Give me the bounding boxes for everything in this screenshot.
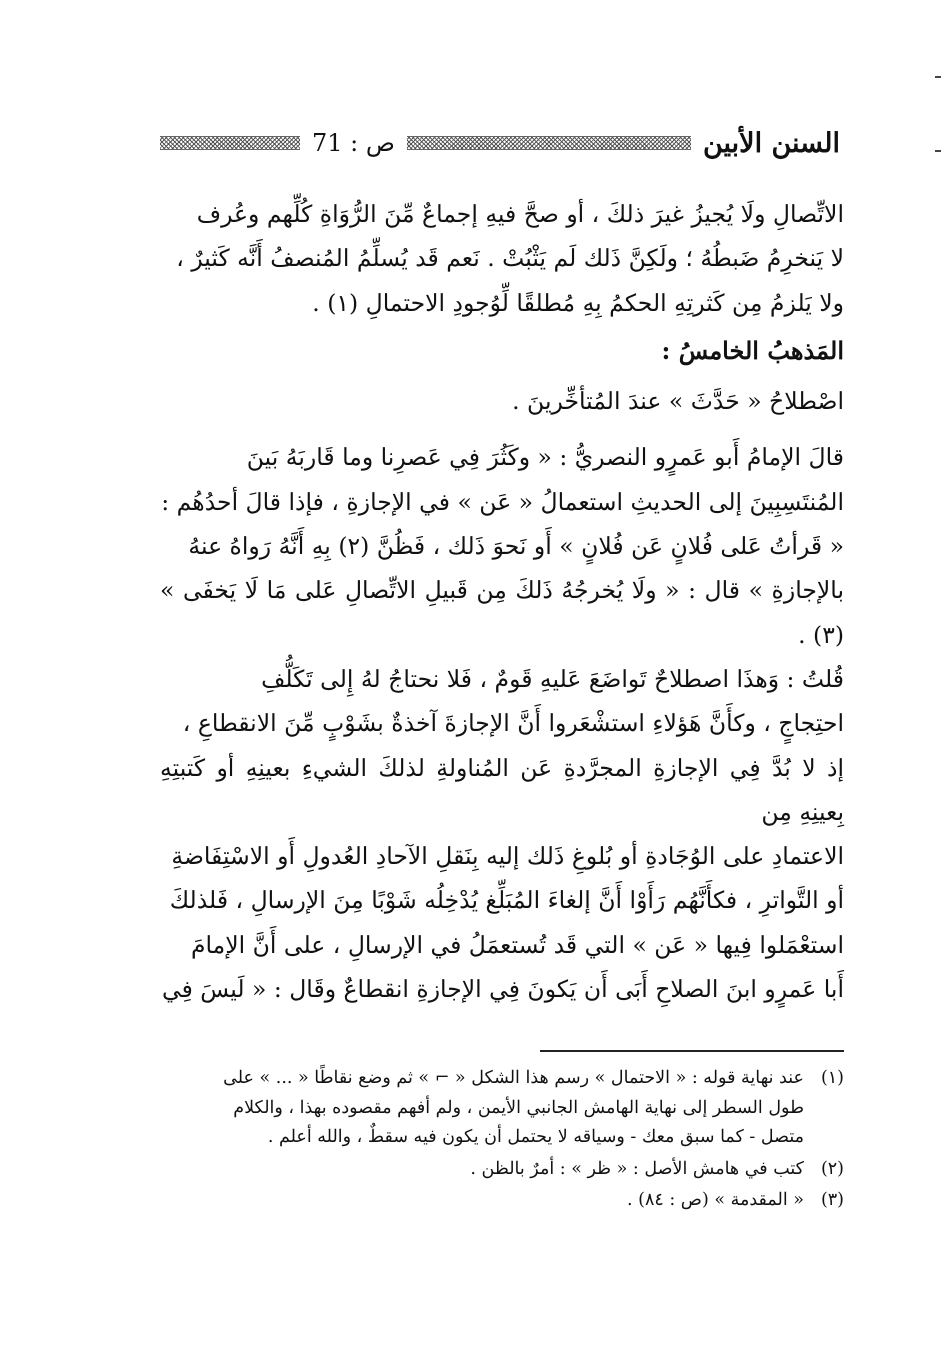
text-line: أو التَّواترِ ، فكأَنَّهُم رَأَوْا أَنَّ إلغاءَ المُبَلِّغ يُدْخِلُه شَوْبًا مِنَ الإرسالِ ، فَلذلكَ <box>169 886 844 915</box>
section-subheading: اصْطلاحُ « حَدَّثَ » عندَ المُتأخِّرينَ . <box>512 387 844 416</box>
text-line: لا يَنخرِمُ ضَبطُهُ ؛ ولَكِنَّ ذَلك لَم يَثْبُتْ . نَعم قَد يُسلِّمُ المُنصفُ أَنَّه كَثيرٌ ، <box>176 244 844 273</box>
book-title: السنن الأبين <box>702 127 840 159</box>
text-line: الاتِّصالِ ولَا يُجيزُ غيرَ ذلكَ ، أو صحَّ فيهِ إجماعٌ مِّنَ الرُّوَاةِ كُلِّهم وعُرف <box>196 200 844 228</box>
section-heading: المَذهبُ الخامسُ : <box>661 335 844 365</box>
footnote-number: (٢) <box>820 1158 844 1179</box>
text-line: إذ لا بُدَّ فِي الإجازةِ المجرَّدةِ عَن المُناولةِ لذلكَ الشيءِ بعينِهِ أو كَتبتِهِ بِعينِهِ مِن <box>160 753 844 826</box>
main-text <box>160 192 844 1011</box>
footnote-text: طول السطر إلى نهاية الهامش الجانبي الأيمن ، ولم أفهم مقصوده بهذا ، والكلام <box>233 1097 804 1118</box>
text-line: الاعتمادِ على الوُجَادةِ أو بُلوغِ ذَلك إليه بِنَقلِ الآحادِ العُدولِ أَو الاسْتِفَاضةِ <box>171 842 844 871</box>
text-line: « قَرأتُ عَلى فُلانٍ عَن فُلانٍ » أَو نَحوَ ذَلك ، فَظُنَّ (٢) بِهِ أَنَّهُ رَواهُ عنهُ <box>188 532 844 561</box>
text-line: قالَ الإمامُ أَبو عَمرٍو النصريُّ : « وكَثُرَ فِي عَصرِنا وما قَاربَهُ بَينَ <box>246 443 844 472</box>
footnote-text: عند نهاية قوله : « الاحتمال » رسم هذا الشكل « ⌐ » ثم وضع نقاطًا « ... » على <box>223 1068 804 1088</box>
text-line: استعْمَلوا فِيها « عَن » التي قَد تُستعمَلُ في الإرسالِ ، على أَنَّ الإمامَ <box>190 930 844 959</box>
footnote-text: كتب في هامش الأصل : « ظر » : أمرٌ بالظن . <box>470 1158 804 1179</box>
footnote-number: (٣) <box>820 1190 844 1210</box>
footnote-text: « المقدمة » (ص : ٨٤) . <box>627 1190 804 1210</box>
text-line: قُلتُ : وَهذَا اصطلاحٌ تَواضَعَ عَليهِ قَومٌ ، فَلا نحتاجُ لهُ إِلى تَكَلُّفِ <box>261 664 844 693</box>
footnotes <box>160 1064 844 1216</box>
footnote-number: (١) <box>820 1068 844 1088</box>
edge-mark <box>935 76 941 78</box>
text-line: احتِجاجٍ ، وكأَنَّ هَؤلاءِ استشْعَروا أَنَّ الإجازةَ آخذةٌ بشَوْبٍ مِّنَ الانقطاعِ ، <box>182 709 844 738</box>
edge-mark <box>935 150 941 152</box>
text-line: المُنتَسِبِينَ إلى الحديثِ استعمالُ « عَن » في الإجازةِ ، فإذا قالَ أحدُهُم : <box>161 487 844 516</box>
page-number: ص : 71 <box>312 129 395 157</box>
text-line: ولا يَلزمُ مِن كَثرتِهِ الحكمُ بِهِ مُطلقًا لِّوُجودِ الاحتمالِ (١) . <box>312 288 844 317</box>
header-ornament <box>407 136 691 150</box>
header-ornament <box>160 136 300 150</box>
footnote-1 <box>160 1064 844 1094</box>
footnote-3 <box>160 1186 844 1216</box>
footnote-text: متصل - كما سبق معك - وسياقه لا يحتمل أن يكون فيه سقطٌ ، والله أعلم . <box>267 1127 804 1147</box>
running-header <box>160 126 840 160</box>
footnote-2 <box>160 1155 844 1185</box>
text-line: بالإجازةِ » قال : « ولَا يُخرجُهُ ذَلكَ مِن قَبيلِ الاتِّصالِ عَلى مَا لَا يَخفَى » (٣) . <box>160 576 844 649</box>
text-line: أَبا عَمرٍو ابنَ الصلاحِ أَبَى أَن يَكونَ فِي الإجازةِ انقطاعٌ وقَال : « لَيسَ فِي <box>162 975 844 1004</box>
footnote-separator <box>540 1050 844 1052</box>
